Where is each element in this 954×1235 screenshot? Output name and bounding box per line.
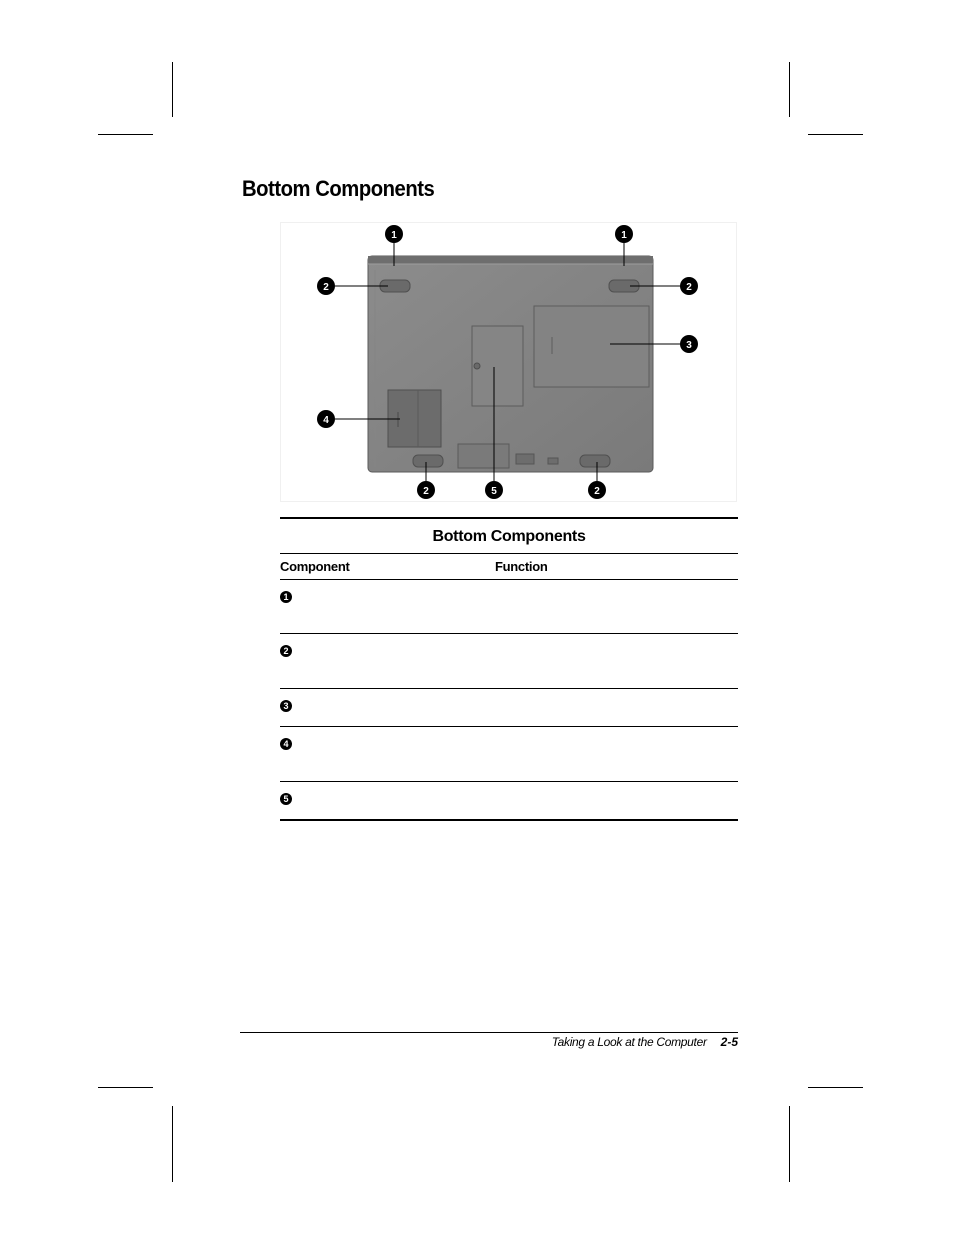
svg-text:1: 1 bbox=[621, 230, 627, 241]
svg-text:4: 4 bbox=[323, 415, 329, 426]
callout-2-left bbox=[317, 277, 335, 295]
table-row bbox=[280, 782, 738, 821]
battery-compartment bbox=[534, 306, 649, 387]
crop-mark-bottom-left-vertical bbox=[172, 1106, 173, 1182]
svg-text:3: 3 bbox=[686, 340, 692, 351]
table-row bbox=[280, 689, 738, 727]
row-marker: 5 bbox=[280, 793, 292, 805]
footer-rule bbox=[240, 1032, 738, 1033]
row-marker: 2 bbox=[280, 645, 292, 657]
components-table bbox=[280, 517, 738, 821]
row-marker: 1 bbox=[280, 591, 292, 603]
foot-front-right bbox=[580, 455, 610, 467]
table-header bbox=[280, 554, 738, 580]
callout-5 bbox=[485, 481, 503, 499]
svg-text:1: 1 bbox=[391, 230, 397, 241]
callout-1-right bbox=[615, 225, 633, 243]
column-header-component: Component bbox=[280, 559, 350, 574]
bottom-components-figure bbox=[280, 222, 737, 502]
crop-mark-top-left-vertical bbox=[172, 62, 173, 117]
page-footer bbox=[240, 1035, 738, 1049]
callout-2-right bbox=[680, 277, 698, 295]
crop-mark-top-right-vertical bbox=[789, 62, 790, 117]
svg-text:2: 2 bbox=[686, 282, 692, 293]
svg-text:2: 2 bbox=[423, 486, 429, 497]
callout-3 bbox=[680, 335, 698, 353]
table-row bbox=[280, 727, 738, 782]
column-header-function: Function bbox=[495, 559, 548, 574]
row-marker: 3 bbox=[280, 700, 292, 712]
table-row bbox=[280, 580, 738, 634]
crop-mark-top-right-horizontal bbox=[808, 134, 863, 135]
callout-2-front-left bbox=[417, 481, 435, 499]
callout-2-front-right bbox=[588, 481, 606, 499]
crop-mark-top-left-horizontal bbox=[98, 134, 153, 135]
callout-4 bbox=[317, 410, 335, 428]
crop-mark-bottom-right-vertical bbox=[789, 1106, 790, 1182]
row-marker: 4 bbox=[280, 738, 292, 750]
callout-1-left bbox=[385, 225, 403, 243]
crop-mark-bottom-right-horizontal bbox=[808, 1087, 863, 1088]
crop-mark-bottom-left-horizontal bbox=[98, 1087, 153, 1088]
svg-text:2: 2 bbox=[594, 486, 600, 497]
footer-page-number: 2-5 bbox=[720, 1035, 738, 1049]
svg-text:5: 5 bbox=[491, 486, 497, 497]
computer-bottom-illustration bbox=[280, 222, 737, 502]
table-row bbox=[280, 634, 738, 689]
docking-connector bbox=[458, 444, 509, 468]
table-caption: Bottom Components bbox=[280, 519, 738, 554]
footer-chapter-title: Taking a Look at the Computer bbox=[551, 1035, 707, 1049]
foot-front-left bbox=[413, 455, 443, 467]
svg-text:2: 2 bbox=[323, 282, 329, 293]
page-title: Bottom Components bbox=[242, 176, 435, 201]
